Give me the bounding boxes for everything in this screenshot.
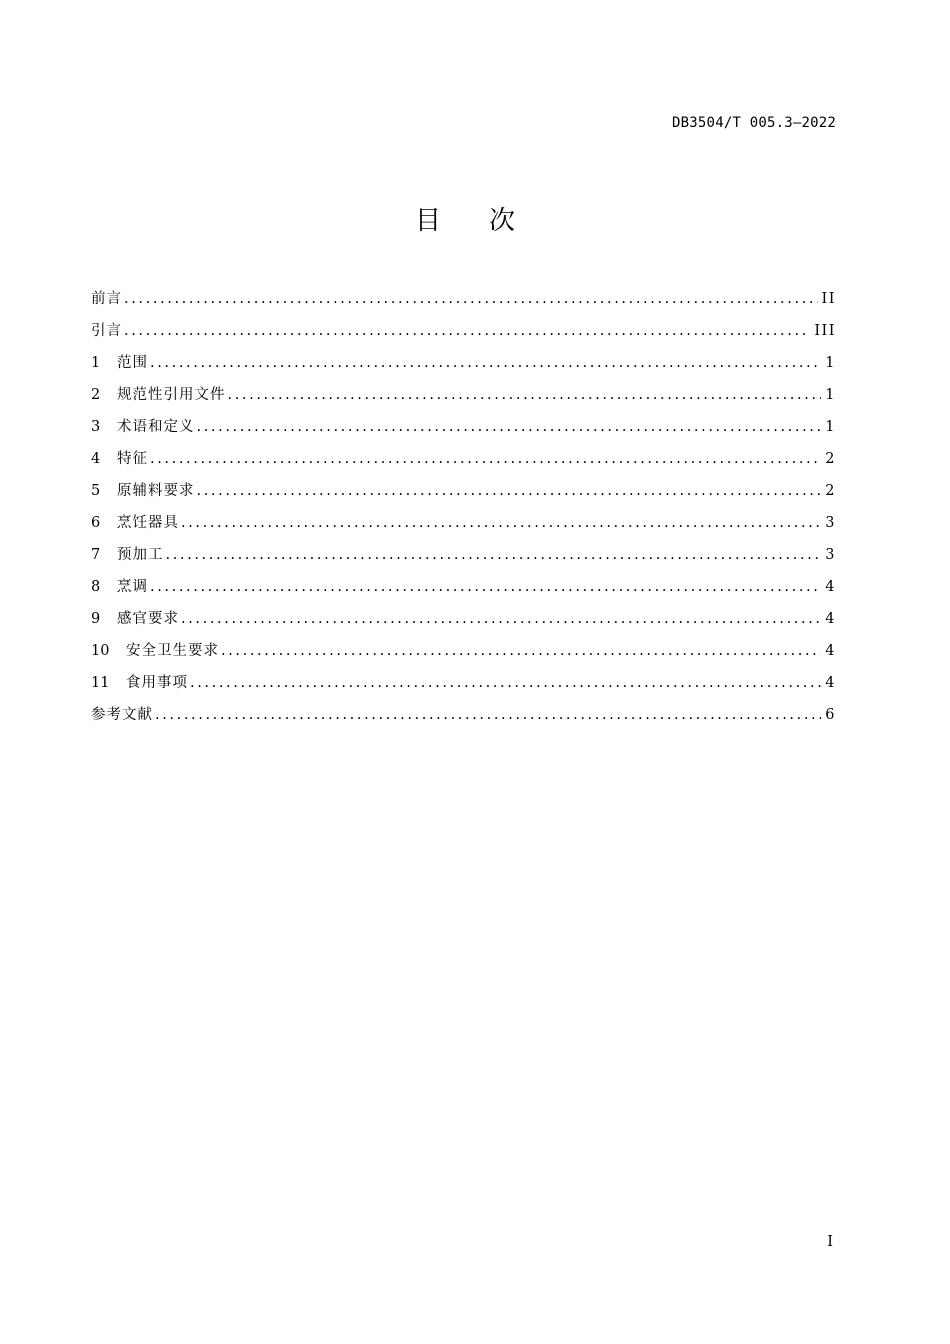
table-of-contents	[91, 287, 836, 735]
toc-leader-dots	[150, 575, 821, 599]
toc-entry-number: 5	[91, 483, 101, 499]
toc-page-number: 1	[825, 355, 836, 371]
toc-page-number: 6	[825, 707, 836, 723]
toc-leader-dots	[221, 639, 821, 663]
toc-page-number: 4	[825, 675, 836, 691]
toc-leader-dots	[190, 671, 821, 695]
toc-entry-normative-references[interactable]	[91, 383, 836, 415]
toc-leader-dots	[197, 479, 822, 503]
toc-entry-label: 烹饪器具	[117, 515, 179, 531]
toc-leader-dots	[124, 287, 818, 311]
toc-entry-label: 规范性引用文件	[117, 387, 226, 403]
toc-entry-label: 前言	[91, 291, 122, 307]
toc-entry-sensory-requirements[interactable]	[91, 607, 836, 639]
toc-entry-terms-definitions[interactable]	[91, 415, 836, 447]
toc-page-number: 2	[825, 483, 836, 499]
toc-entry-cooking-utensils[interactable]	[91, 511, 836, 543]
toc-leader-dots	[124, 319, 810, 343]
toc-page-number: 4	[825, 579, 836, 595]
toc-entry-label: 引言	[91, 323, 122, 339]
toc-page-number: 4	[825, 643, 836, 659]
toc-entry-scope[interactable]	[91, 351, 836, 383]
toc-page-number: III	[814, 323, 836, 339]
toc-page-number: 2	[825, 451, 836, 467]
toc-entry-introduction[interactable]	[91, 319, 836, 351]
footer-page-number: I	[827, 1234, 833, 1250]
toc-entry-safety-hygiene[interactable]	[91, 639, 836, 671]
toc-leader-dots	[150, 447, 821, 471]
toc-entry-number: 3	[91, 419, 101, 435]
toc-entry-consumption-notes[interactable]	[91, 671, 836, 703]
toc-leader-dots	[197, 415, 822, 439]
toc-page-number: II	[821, 291, 836, 307]
toc-page-number: 1	[825, 419, 836, 435]
toc-page-number: 3	[825, 515, 836, 531]
toc-page-number: 4	[825, 611, 836, 627]
toc-leader-dots	[181, 607, 821, 631]
toc-entry-label: 食用事项	[126, 675, 188, 691]
toc-leader-dots	[181, 511, 821, 535]
toc-page-number: 1	[825, 387, 836, 403]
toc-entry-label: 术语和定义	[117, 419, 195, 435]
toc-entry-preprocessing[interactable]	[91, 543, 836, 575]
toc-page-number: 3	[825, 547, 836, 563]
toc-entry-cooking[interactable]	[91, 575, 836, 607]
toc-entry-label: 感官要求	[117, 611, 179, 627]
toc-entry-raw-materials[interactable]	[91, 479, 836, 511]
toc-entry-number: 1	[91, 355, 101, 371]
toc-entry-number: 8	[91, 579, 101, 595]
toc-entry-label: 原辅料要求	[117, 483, 195, 499]
toc-entry-foreword[interactable]	[91, 287, 836, 319]
toc-leader-dots	[166, 543, 822, 567]
toc-entry-label: 参考文献	[91, 707, 153, 723]
toc-entry-number: 11	[91, 675, 110, 691]
toc-entry-label: 特征	[117, 451, 148, 467]
document-code: DB3504/T 005.3—2022	[672, 115, 836, 131]
toc-entry-number: 2	[91, 387, 101, 403]
toc-entry-number: 4	[91, 451, 101, 467]
toc-entry-label: 烹调	[117, 579, 148, 595]
toc-entry-characteristics[interactable]	[91, 447, 836, 479]
toc-entry-bibliography[interactable]	[91, 703, 836, 735]
toc-entry-label: 安全卫生要求	[126, 643, 219, 659]
toc-leader-dots	[228, 383, 822, 407]
toc-entry-label: 范围	[117, 355, 148, 371]
toc-leader-dots	[150, 351, 821, 375]
toc-entry-number: 6	[91, 515, 101, 531]
toc-entry-number: 7	[91, 547, 101, 563]
toc-entry-number: 9	[91, 611, 101, 627]
toc-entry-label: 预加工	[117, 547, 164, 563]
page-title: 目次	[414, 206, 563, 236]
toc-entry-number: 10	[91, 643, 110, 659]
toc-leader-dots	[155, 703, 821, 727]
